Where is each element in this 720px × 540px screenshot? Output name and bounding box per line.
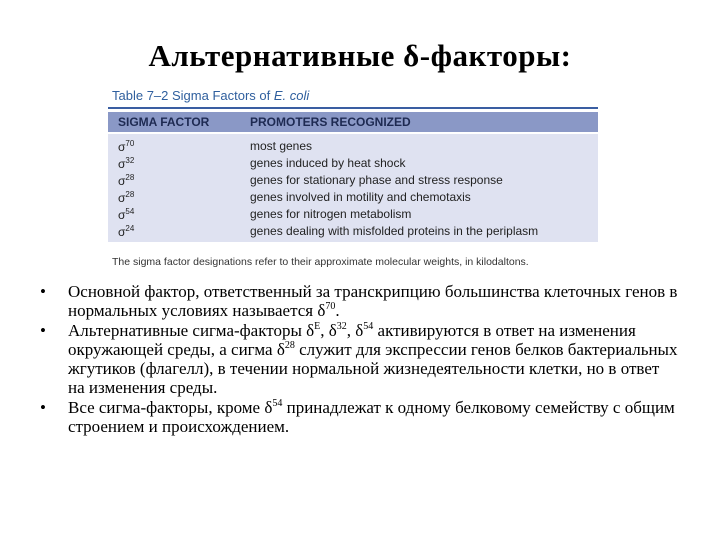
sigma-factor-cell: $\sigma^{28}$ xyxy=(118,173,135,188)
bullet-item: • Альтернативные сигма-факторы $\delta^E$, $\delta^{32}$, $\delta^{54}$ активируются в ответ на изменения окружающей среды, а сигма $\delta^{28}$ служит для экспрессии генов белков бактериальных жгутиков (флагелл), в течении нормальной жизнедеятельности клетки, но в ответ на изменения среды. xyxy=(40,321,678,397)
table-row xyxy=(108,172,598,189)
bullet-marker: • xyxy=(40,321,46,340)
header-promoters-recognized: PROMOTERS RECOGNIZED xyxy=(250,115,411,129)
table-caption-text: Table 7–2 Sigma Factors of xyxy=(112,88,274,103)
bullet-item: • Основной фактор, ответственный за транскрипцию большинства клеточных генов в нормальных условиях называется $\delta^{70}$. xyxy=(40,282,678,320)
sigma-factor-cell: $\sigma^{32}$ xyxy=(118,156,135,171)
table-footnote: The sigma factor designations refer to their approximate molecular weights, in kilodaltons. xyxy=(112,256,529,268)
promoter-cell: genes induced by heat shock xyxy=(250,156,406,170)
promoter-cell: genes for stationary phase and stress response xyxy=(250,173,503,187)
promoter-cell: most genes xyxy=(250,139,313,153)
sigma-factor-cell: $\sigma^{24}$ xyxy=(118,224,135,239)
table-row xyxy=(108,206,598,223)
bullet-item: • Все сигма-факторы, кроме $\delta^{54}$ принадлежат к одному белковому семейству с общим строением и происхождением. xyxy=(40,398,675,436)
table-row xyxy=(108,223,598,240)
table-row xyxy=(108,138,598,155)
bullet-marker: • xyxy=(40,282,46,301)
sigma-factor-cell: $\sigma^{54}$ xyxy=(118,207,135,222)
table-row xyxy=(108,189,598,206)
promoter-cell: genes involved in motility and chemotaxis xyxy=(250,190,471,204)
table-top-rule xyxy=(108,107,598,109)
sigma-factor-cell: $\sigma^{28}$ xyxy=(118,190,135,205)
table-caption-organism: E. coli xyxy=(273,88,310,103)
table-header xyxy=(108,112,598,132)
sigma-factors-table-figure xyxy=(108,88,604,270)
promoter-cell: genes for nitrogen metabolism xyxy=(250,207,412,221)
header-sigma-factor: SIGMA FACTOR xyxy=(118,115,210,129)
table-caption xyxy=(112,88,309,103)
bullet-marker: • xyxy=(40,398,46,417)
bullet-list xyxy=(40,282,680,437)
slide-title: Альтернативные δ-факторы: xyxy=(148,38,572,73)
table-body xyxy=(108,134,598,242)
table-row xyxy=(108,155,598,172)
promoter-cell: genes dealing with misfolded proteins in the periplasm xyxy=(250,224,539,238)
sigma-factor-cell: $\sigma^{70}$ xyxy=(118,139,135,154)
